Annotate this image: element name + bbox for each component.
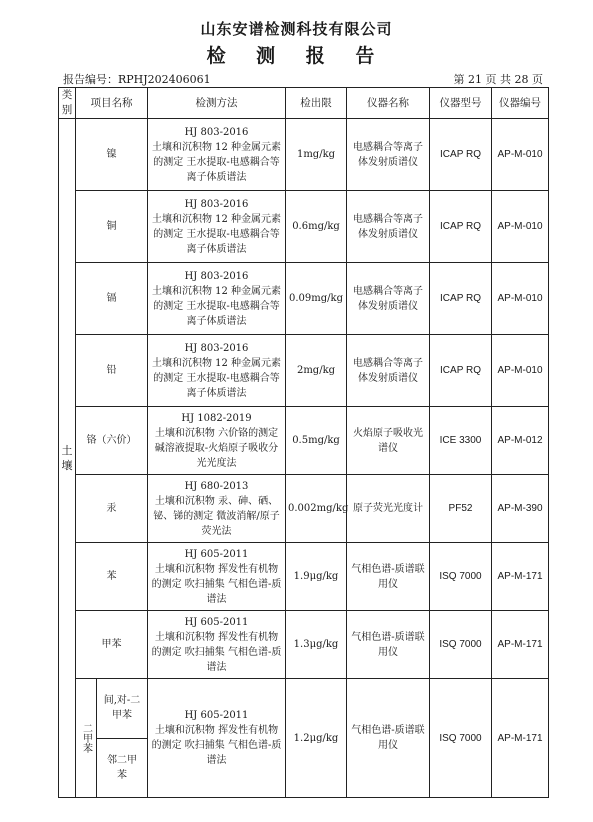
instrument-cell: 原子荧光光度计 (347, 475, 430, 543)
instrument-cell: 火焰原子吸收光谱仪 (347, 407, 430, 475)
model-cell: ICAP RQ (430, 263, 492, 335)
xylene-subtable (76, 679, 147, 797)
method-text: 土壤和沉积物 12 种金属元素的测定 王水提取-电感耦合等离子体质谱法 (151, 285, 282, 327)
instrument-cell: 电感耦合等离子体发射质谱仪 (347, 335, 430, 407)
instrument-cell: 电感耦合等离子体发射质谱仪 (347, 191, 430, 263)
group-label: 二甲苯 (76, 679, 97, 797)
item-cell: 甲苯 (76, 611, 148, 679)
column-header: 类别 (59, 88, 76, 119)
item-cell: 铅 (76, 335, 148, 407)
table-row (59, 475, 549, 543)
item-cell: 镉 (76, 263, 148, 335)
table-row (59, 611, 549, 679)
item-cell: 汞 (76, 475, 148, 543)
instrument-cell: 气相色谱-质谱联用仪 (347, 543, 430, 611)
item-cell: 铬（六价） (76, 407, 148, 475)
instrument-cell: 气相色谱-质谱联用仪 (347, 679, 430, 798)
method-text: 土壤和沉积物 挥发性有机物的测定 吹扫捕集 气相色谱-质谱法 (151, 725, 282, 766)
number-cell: AP-M-010 (492, 335, 549, 407)
model-cell: ICE 3300 (430, 407, 492, 475)
limit-cell: 0.002mg/kg (286, 475, 347, 543)
table-row (59, 407, 549, 475)
report-title: 检 测 报 告 (206, 45, 387, 67)
column-header: 检测方法 (148, 88, 286, 119)
category-cell: 土壤 (59, 119, 76, 798)
limit-cell: 1mg/kg (286, 119, 347, 191)
table-row (59, 119, 549, 191)
model-cell: ISQ 7000 (430, 543, 492, 611)
model-cell: ISQ 7000 (430, 611, 492, 679)
method-text: 土壤和沉积物 12 种金属元素的测定 王水提取-电感耦合等离子体质谱法 (151, 141, 282, 183)
item-cell: 铜 (76, 191, 148, 263)
table-row (59, 335, 549, 407)
detection-table (58, 87, 549, 798)
limit-cell: 1.3μg/kg (286, 611, 347, 679)
number-cell: AP-M-010 (492, 263, 549, 335)
instrument-cell: 气相色谱-质谱联用仪 (347, 611, 430, 679)
method-code: HJ 680-2013 (184, 480, 249, 492)
method-cell (148, 475, 286, 543)
method-code: HJ 605-2011 (184, 710, 249, 721)
number-cell: AP-M-171 (492, 543, 549, 611)
method-code: HJ 803-2016 (184, 270, 249, 282)
method-cell (148, 543, 286, 611)
method-text: 土壤和沉积物 12 种金属元素的测定 王水提取-电感耦合等离子体质谱法 (151, 213, 282, 255)
number-cell: AP-M-010 (492, 191, 549, 263)
table-row (59, 543, 549, 611)
column-header: 项目名称 (76, 88, 148, 119)
method-code: HJ 605-2011 (184, 548, 249, 560)
method-cell (148, 191, 286, 263)
table-row (59, 679, 549, 739)
method-text: 土壤和沉积物 12 种金属元素的测定 王水提取-电感耦合等离子体质谱法 (151, 357, 282, 399)
method-code: HJ 605-2011 (184, 616, 249, 628)
limit-cell: 0.09mg/kg (286, 263, 347, 335)
column-header: 仪器型号 (430, 88, 492, 119)
sub-item: 间,对-二甲苯 (97, 679, 148, 738)
method-cell (148, 407, 286, 475)
table-row (59, 263, 549, 335)
limit-cell: 0.5mg/kg (286, 407, 347, 475)
column-header: 仪器编号 (492, 88, 549, 119)
instrument-cell: 电感耦合等离子体发射质谱仪 (347, 263, 430, 335)
number-cell: AP-M-010 (492, 119, 549, 191)
method-code: HJ 803-2016 (184, 126, 249, 138)
column-header: 检出限 (286, 88, 347, 119)
method-code: HJ 1082-2019 (181, 412, 252, 424)
sub-item: 邻二甲苯 (97, 738, 148, 797)
method-cell (148, 263, 286, 335)
method-code: HJ 803-2016 (184, 198, 249, 210)
column-header: 仪器名称 (347, 88, 430, 119)
method-cell (148, 119, 286, 191)
model-cell: ICAP RQ (430, 335, 492, 407)
method-text: 土壤和沉积物 汞、砷、硒、铋、锑的测定 微波消解/原子荧光法 (153, 495, 280, 537)
item-cell (76, 679, 148, 798)
model-cell: ISQ 7000 (430, 679, 492, 798)
model-cell: ICAP RQ (430, 119, 492, 191)
limit-cell: 1.2μg/kg (286, 679, 347, 798)
instrument-cell: 电感耦合等离子体发射质谱仪 (347, 119, 430, 191)
number-cell: AP-M-390 (492, 475, 549, 543)
limit-cell: 1.9μg/kg (286, 543, 347, 611)
number-cell: AP-M-171 (492, 679, 549, 798)
method-cell (148, 611, 286, 679)
model-cell: PF52 (430, 475, 492, 543)
number-cell: AP-M-012 (492, 407, 549, 475)
item-cell: 镍 (76, 119, 148, 191)
page-indicator: 第 21 页 共 28 页 (453, 73, 543, 86)
table-header-row (59, 88, 549, 119)
model-cell: ICAP RQ (430, 191, 492, 263)
method-cell (148, 335, 286, 407)
company-name: 山东安谱检测科技有限公司 (200, 20, 393, 38)
limit-cell: 0.6mg/kg (286, 191, 347, 263)
method-text: 土壤和沉积物 挥发性有机物的测定 吹扫捕集 气相色谱-质谱法 (151, 563, 282, 605)
method-code: HJ 803-2016 (184, 342, 249, 354)
method-text: 土壤和沉积物 挥发性有机物的测定 吹扫捕集 气相色谱-质谱法 (151, 631, 282, 673)
method-text: 土壤和沉积物 六价铬的测定 碱溶液提取-火焰原子吸收分光光度法 (154, 427, 279, 469)
limit-cell: 2mg/kg (286, 335, 347, 407)
method-cell (148, 679, 286, 798)
item-cell: 苯 (76, 543, 148, 611)
table-row (59, 191, 549, 263)
number-cell: AP-M-171 (492, 611, 549, 679)
report-number: 报告编号：RPHJ202406061 (63, 73, 211, 86)
report-meta (59, 71, 547, 87)
